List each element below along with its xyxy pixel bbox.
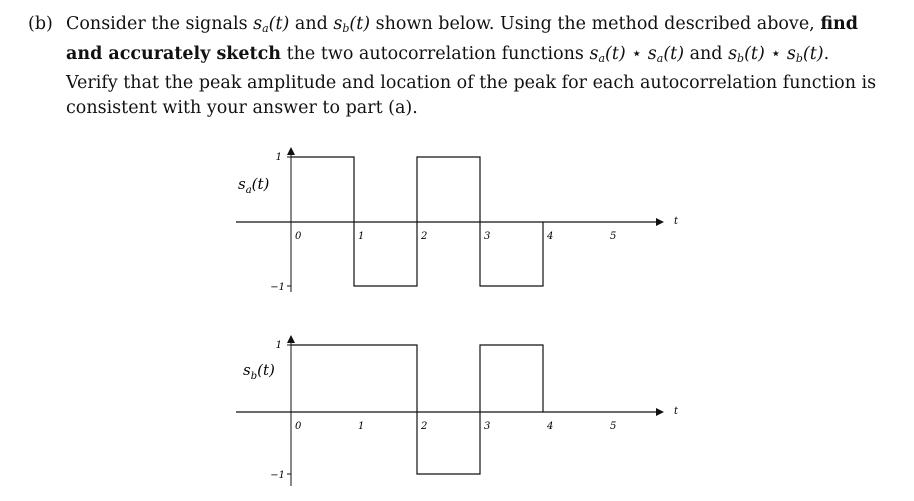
plot-sa-xtick-label: 5	[610, 231, 617, 242]
math-sb: s	[786, 43, 796, 64]
plot-sb-waveform	[291, 345, 543, 474]
plot-sa-ylabel: $s_a(t)$	[238, 175, 270, 196]
math-t-arg: (t)	[802, 43, 824, 64]
math-t-arg: (t)	[744, 43, 765, 64]
math-sa: s	[589, 43, 599, 64]
text-segment: Consider the signals	[66, 14, 254, 34]
plot-sa-ytick-label: 1	[275, 152, 282, 163]
math-sa: s	[253, 14, 263, 34]
plot-sa-xtick-label: 2	[421, 231, 428, 242]
text-segment: and	[684, 43, 729, 64]
math-sa-sub: a	[598, 51, 605, 65]
bold-find: find	[820, 14, 858, 34]
math-t-arg: (t)	[349, 14, 371, 34]
plot-sb-xtick-label: 4	[547, 421, 554, 432]
plot-sb-xtick-label: 3	[484, 421, 491, 432]
plot-sb-xtick-label: 2	[421, 421, 428, 432]
math-sa: s	[647, 43, 657, 64]
plot-sa-xtick-label: 4	[547, 231, 554, 242]
math-sb-sub: b	[342, 22, 350, 35]
math-t-arg: (t)	[268, 14, 290, 34]
math-sa-sub: a	[656, 51, 664, 65]
plot-sa-xlabel: t	[674, 216, 679, 227]
star-operator: ⋆	[764, 43, 787, 64]
math-sb-sub: b	[737, 51, 745, 65]
plot-sb-ylabel-sub: b	[250, 371, 258, 382]
math-sb: s	[728, 43, 738, 64]
plot-sa-xtick-label: 0	[295, 231, 302, 242]
plot-sa-xtick-label: 3	[484, 231, 491, 242]
text-segment: the two autocorrelation functions	[281, 43, 590, 64]
problem-line-4: consistent with your answer to part (a).	[66, 97, 418, 118]
text-segment: .	[823, 43, 830, 64]
plot-sb	[236, 337, 679, 486]
part-label: (b)	[28, 14, 53, 34]
plot-sb-ytick-label: 1	[275, 340, 282, 351]
plot-sb-ytick-label: −1	[270, 470, 285, 481]
math-sb: s	[333, 14, 343, 34]
text-segment: and	[289, 14, 334, 34]
plot-sb-ylabel: $s_b(t)$	[243, 361, 275, 382]
math-t-arg: (t)	[663, 43, 685, 64]
plot-sa-ylabel-sub: a	[245, 185, 252, 196]
bold-sketch: and accurately sketch	[66, 43, 282, 64]
plot-sa-xtick-label: 1	[358, 231, 365, 242]
problem-line-3: Verify that the peak amplitude and location of the peak for each autocorrelation function is	[66, 73, 877, 93]
plot-sb-xtick-label: 5	[610, 421, 617, 432]
star-operator: ⋆	[625, 43, 648, 64]
math-sb-sub: b	[795, 51, 803, 65]
plot-sb-xlabel: t	[674, 406, 679, 417]
plot-sa-ytick-label: −1	[270, 282, 285, 293]
plot-sa	[236, 149, 679, 293]
text-segment: shown below. Using the method described above,	[370, 14, 821, 34]
math-sa-sub: a	[262, 22, 269, 35]
plot-sb-xtick-label: 1	[358, 421, 365, 432]
math-t-arg: (t)	[605, 43, 626, 64]
plot-sb-xtick-label: 0	[295, 421, 302, 432]
